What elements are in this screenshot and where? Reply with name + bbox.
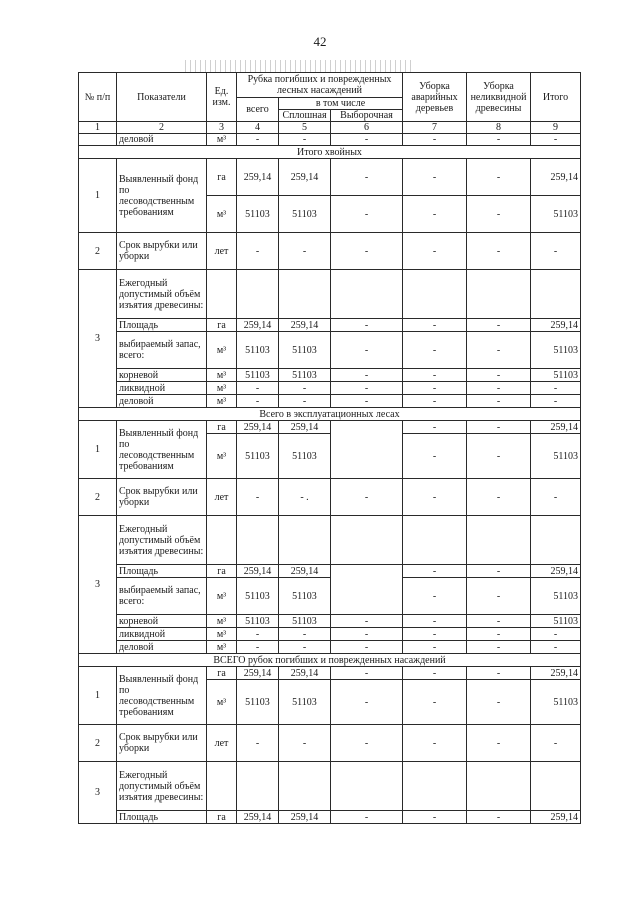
cell: - [467, 479, 531, 516]
cell: - [279, 641, 331, 654]
cell: - [467, 628, 531, 641]
table-row [79, 134, 581, 146]
row-unit: м³ [207, 382, 237, 395]
cell: - [467, 641, 531, 654]
cell: 51103 [531, 578, 581, 615]
cell: - [331, 667, 403, 680]
cell: 51103 [237, 332, 279, 369]
column-number: 4 [237, 122, 279, 134]
row-unit: га [207, 319, 237, 332]
cell: - [279, 628, 331, 641]
cell: 259,14 [237, 811, 279, 824]
cell: - [531, 641, 581, 654]
row-label: Срок вырубки или уборки [117, 233, 207, 270]
cell: 51103 [237, 680, 279, 725]
table-row [79, 382, 581, 395]
header-result: Итого [531, 73, 581, 122]
header-emergency: Уборка аварийных деревьев [403, 73, 467, 122]
header-selective: Выборочная [331, 110, 403, 122]
cell: - [331, 811, 403, 824]
row-label: Ежегодный допустимый объём изъятия древесины: [117, 270, 207, 319]
row-number: 1 [79, 667, 117, 725]
row-label: Выявленный фонд по лесоводственным требованиям [117, 421, 207, 479]
table-row [79, 667, 581, 680]
row-label: выбираемый запас, всего: [117, 578, 207, 615]
cell: - [331, 319, 403, 332]
column-number-row [79, 122, 581, 134]
cell: - [467, 369, 531, 382]
cell: 51103 [531, 196, 581, 233]
cell: - [403, 395, 467, 408]
cell: - [403, 421, 467, 434]
row-unit: м³ [207, 332, 237, 369]
row-unit: м³ [207, 434, 237, 479]
row-unit: м³ [207, 578, 237, 615]
row-label: Выявленный фонд по лесоводственным требованиям [117, 159, 207, 233]
row-label: Ежегодный допустимый объём изъятия древесины: [117, 762, 207, 811]
row-label: деловой [117, 134, 207, 146]
table-row [79, 395, 581, 408]
row-label: деловой [117, 641, 207, 654]
cell: - [237, 628, 279, 641]
row-unit: м³ [207, 395, 237, 408]
cell: 51103 [531, 434, 581, 479]
cell: - [531, 382, 581, 395]
row-label: ликвидной [117, 628, 207, 641]
cell: - [403, 332, 467, 369]
header-felling: Рубка погибших и поврежденных лесных насаждений [237, 73, 403, 98]
row-unit: га [207, 421, 237, 434]
cell: - [279, 233, 331, 270]
cell: - [279, 395, 331, 408]
table-row [79, 578, 581, 615]
cell: - [467, 196, 531, 233]
table-row [79, 159, 581, 196]
cell: - [331, 680, 403, 725]
cell: - [403, 667, 467, 680]
cell: 259,14 [531, 811, 581, 824]
cell: - [531, 134, 581, 146]
cell: - [331, 233, 403, 270]
row-unit: га [207, 159, 237, 196]
cell: - [403, 434, 467, 479]
header-row-1 [79, 73, 581, 98]
cell: 51103 [237, 578, 279, 615]
cell: - [331, 332, 403, 369]
column-number: 2 [117, 122, 207, 134]
cell: 259,14 [279, 421, 331, 434]
cell: 51103 [531, 615, 581, 628]
cell: - [467, 615, 531, 628]
row-number: 1 [79, 421, 117, 479]
cell: - [403, 725, 467, 762]
cell: - [403, 369, 467, 382]
cell: - [467, 332, 531, 369]
cell: 51103 [279, 615, 331, 628]
cell: 259,14 [237, 565, 279, 578]
row-label: корневой [117, 615, 207, 628]
cell: - [403, 134, 467, 146]
cell: - [403, 811, 467, 824]
header-unit: Ед. изм. [207, 73, 237, 122]
cell: 51103 [531, 680, 581, 725]
header-solid: Сплошная [279, 110, 331, 122]
cell: 259,14 [237, 667, 279, 680]
section-title: Итого хвойных [79, 146, 581, 159]
row-unit: лет [207, 725, 237, 762]
cell: - [331, 196, 403, 233]
cell: - [467, 434, 531, 479]
row-label: Площадь [117, 811, 207, 824]
row-unit: м³ [207, 628, 237, 641]
cell: - [467, 134, 531, 146]
header-total: всего [237, 98, 279, 122]
cell: - [237, 641, 279, 654]
cell: - [467, 233, 531, 270]
header-num: № п/п [79, 73, 117, 122]
row-label: Выявленный фонд по лесоводственным требованиям [117, 667, 207, 725]
cell: - [403, 479, 467, 516]
cell: - [279, 725, 331, 762]
cell: - [331, 641, 403, 654]
row-label: Площадь [117, 565, 207, 578]
row-unit: м³ [207, 134, 237, 146]
cell: - [467, 565, 531, 578]
row-unit: га [207, 667, 237, 680]
cell: 51103 [279, 332, 331, 369]
row-number: 3 [79, 516, 117, 654]
cell: - [531, 395, 581, 408]
cell: 259,14 [279, 565, 331, 578]
cell: - [279, 382, 331, 395]
cell: - [467, 667, 531, 680]
row-label: ликвидной [117, 382, 207, 395]
column-number: 3 [207, 122, 237, 134]
cell: - [403, 233, 467, 270]
cell: - [531, 233, 581, 270]
row-label: выбираемый запас, всего: [117, 332, 207, 369]
row-label: Срок вырубки или уборки [117, 479, 207, 516]
cell: - [467, 725, 531, 762]
cell: 259,14 [531, 421, 581, 434]
cell: - [467, 382, 531, 395]
column-number: 1 [79, 122, 117, 134]
row-label: Ежегодный допустимый объём изъятия древесины: [117, 516, 207, 565]
cell: - [331, 628, 403, 641]
table-row [79, 762, 581, 811]
cell: - [237, 725, 279, 762]
row-number: 1 [79, 159, 117, 233]
cell: - [467, 680, 531, 725]
row-unit: лет [207, 233, 237, 270]
column-number: 7 [403, 122, 467, 134]
cell: - [531, 628, 581, 641]
cell: - [331, 382, 403, 395]
cell: - [237, 134, 279, 146]
cell: - [331, 615, 403, 628]
column-number: 6 [331, 122, 403, 134]
cell: 259,14 [279, 319, 331, 332]
cell: - [467, 319, 531, 332]
section-title: ВСЕГО рубок погибших и поврежденных насаждений [79, 654, 581, 667]
scan-artifact [185, 60, 415, 72]
row-label: Срок вырубки или уборки [117, 725, 207, 762]
cell [331, 565, 403, 615]
table-row [79, 369, 581, 382]
cell: - [467, 421, 531, 434]
section-title: Всего в эксплуатационных лесах [79, 408, 581, 421]
cell: - [403, 196, 467, 233]
cell: 259,14 [531, 159, 581, 196]
cell: 51103 [279, 196, 331, 233]
cell: 51103 [237, 615, 279, 628]
cell: 259,14 [237, 159, 279, 196]
header-illiquid: Уборка неликвидной древесины [467, 73, 531, 122]
cell: - [403, 319, 467, 332]
cell: - [467, 159, 531, 196]
cell: - [331, 395, 403, 408]
cell: 51103 [279, 578, 331, 615]
section-title-row [79, 654, 581, 667]
section-title-row [79, 146, 581, 159]
row-label: деловой [117, 395, 207, 408]
cell: - [467, 578, 531, 615]
cell: - [331, 725, 403, 762]
table-row [79, 270, 581, 319]
header-including: в том числе [279, 98, 403, 110]
row-unit: м³ [207, 615, 237, 628]
cell: - [531, 479, 581, 516]
cell: 259,14 [531, 565, 581, 578]
cell: 259,14 [279, 159, 331, 196]
column-number: 8 [467, 122, 531, 134]
row-number: 2 [79, 479, 117, 516]
cell: 51103 [237, 196, 279, 233]
cell: 259,14 [279, 667, 331, 680]
table-row [79, 421, 581, 434]
cell: 51103 [531, 332, 581, 369]
cell: 259,14 [237, 319, 279, 332]
cell: - [279, 134, 331, 146]
row-number: 2 [79, 725, 117, 762]
row-unit: лет [207, 479, 237, 516]
header-indicators: Показатели [117, 73, 207, 122]
row-unit: м³ [207, 680, 237, 725]
cell: 51103 [279, 369, 331, 382]
table-row [79, 479, 581, 516]
cell: - [403, 628, 467, 641]
cell: - [237, 233, 279, 270]
cell: - [237, 395, 279, 408]
cell: - [467, 395, 531, 408]
cell: - [403, 615, 467, 628]
table-row [79, 641, 581, 654]
cell [331, 421, 403, 479]
row-unit: м³ [207, 369, 237, 382]
cell: 51103 [531, 369, 581, 382]
table-row [79, 628, 581, 641]
column-number: 9 [531, 122, 581, 134]
cell: 259,14 [279, 811, 331, 824]
table-row [79, 565, 581, 578]
cell: 51103 [237, 369, 279, 382]
cell: - [331, 479, 403, 516]
table-row [79, 516, 581, 565]
cell: - [403, 680, 467, 725]
row-number: 3 [79, 762, 117, 824]
row-unit: м³ [207, 641, 237, 654]
table-row [79, 615, 581, 628]
cell: 51103 [237, 434, 279, 479]
section-title-row [79, 408, 581, 421]
cell: - [403, 159, 467, 196]
cell: 51103 [279, 434, 331, 479]
forestry-table [78, 72, 581, 824]
cell: - [331, 369, 403, 382]
cell: - [403, 565, 467, 578]
cell: - . [279, 479, 331, 516]
cell: 51103 [279, 680, 331, 725]
row-unit: га [207, 565, 237, 578]
table-row [79, 233, 581, 270]
cell: - [467, 811, 531, 824]
row-unit: га [207, 811, 237, 824]
column-number: 5 [279, 122, 331, 134]
table-row [79, 332, 581, 369]
cell: - [331, 134, 403, 146]
cell: - [403, 641, 467, 654]
table-row [79, 725, 581, 762]
row-number: 2 [79, 233, 117, 270]
cell: 259,14 [531, 667, 581, 680]
cell: 259,14 [531, 319, 581, 332]
row-label: корневой [117, 369, 207, 382]
row-unit: м³ [207, 196, 237, 233]
row-label: Площадь [117, 319, 207, 332]
row-number: 3 [79, 270, 117, 408]
table-row [79, 319, 581, 332]
cell: 259,14 [237, 421, 279, 434]
cell: - [403, 578, 467, 615]
cell: - [531, 725, 581, 762]
page-number: 42 [313, 34, 327, 49]
cell: - [331, 159, 403, 196]
cell: - [403, 382, 467, 395]
cell: - [237, 479, 279, 516]
cell: - [237, 382, 279, 395]
table-row [79, 811, 581, 824]
